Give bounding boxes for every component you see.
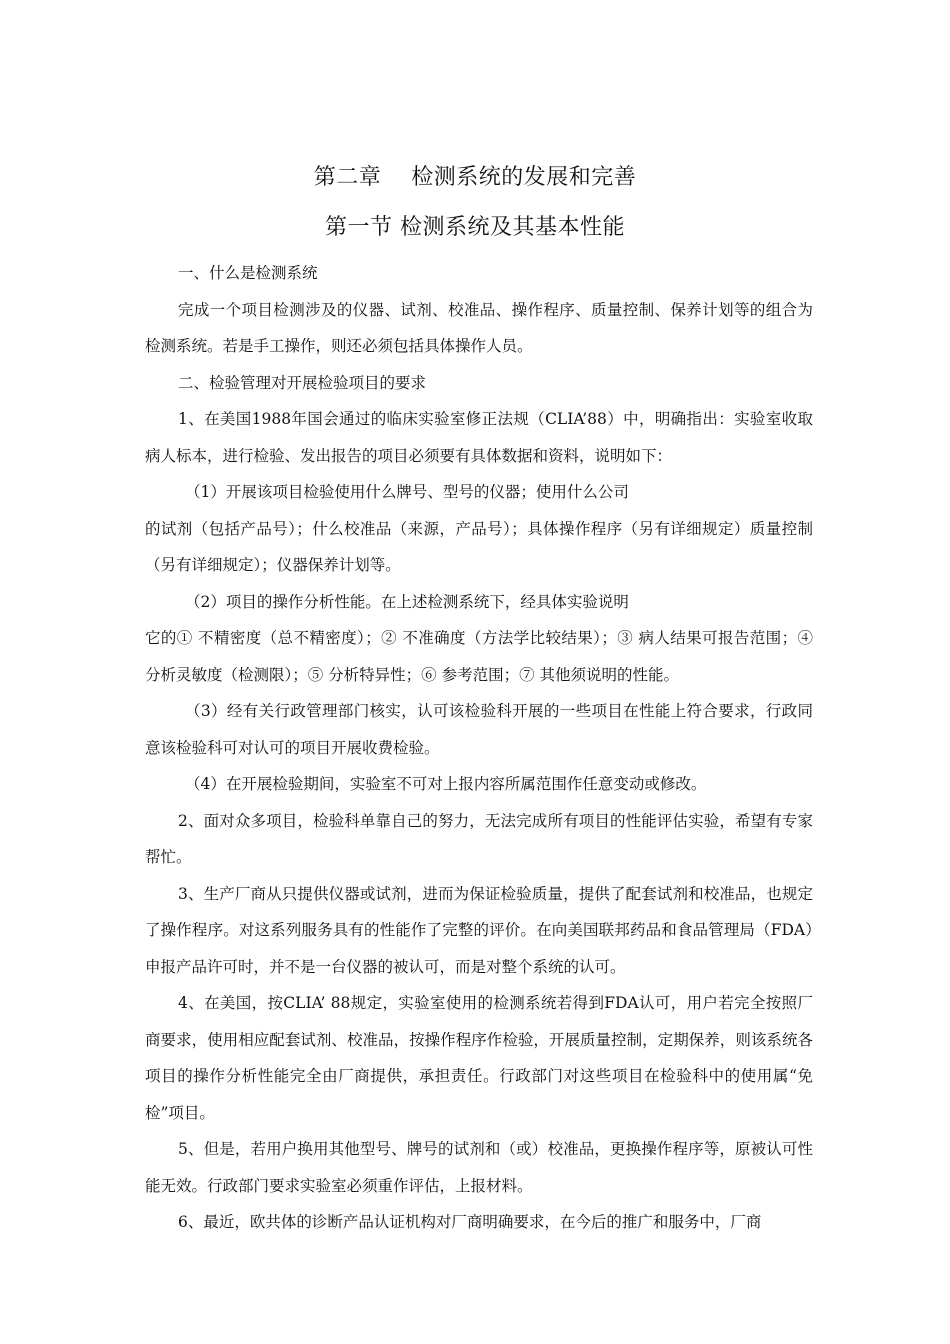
paragraph-clia-requirements: 1、在美国1988年国会通过的临床实验室修正法规（CLIA’88）中，明确指出：实验室收取病人标本，进行检验、发出报告的项目必须要有具体数据和资料，说明如下： [145,410,813,465]
paragraph-item-3: （3）经有关行政管理部门核实，认可该检验科开展的一些项目在性能上符合要求，行政同意该检验科可对认可的项目开展收费检验。 [145,702,813,757]
document-body [145,255,813,1241]
chapter-title: 第二章 检测系统的发展和完善 [313,165,637,190]
paragraph-point-5: 5、但是，若用户换用其他型号、牌号的试剂和（或）校准品，更换操作程序等，原被认可性能无效。行政部门要求实验室必须重作评估，上报材料。 [145,1140,813,1195]
paragraph-item-1-cont: 的试剂（包括产品号）；什么校准品（来源，产品号）；具体操作程序（另有详细规定）质量控制（另有详细规定）；仪器保养计划等。 [145,519,813,574]
paragraph-item-1-start: （1）开展该项目检验使用什么牌号、型号的仪器；使用什么公司 [185,483,629,501]
heading-what-is-system: 一、什么是检测系统 [178,264,318,282]
paragraph-item-2-start: （2）项目的操作分析性能。在上述检测系统下，经具体实验说明 [185,592,629,611]
paragraph-item-4: （4）在开展检验期间，实验室不可对上报内容所属范围作任意变动或修改。 [185,775,707,793]
paragraph-point-6: 6、最近，欧共体的诊断产品认证机构对厂商明确要求，在今后的推广和服务中，厂商 [178,1213,762,1231]
heading-management-requirements: 二、检验管理对开展检验项目的要求 [178,373,427,392]
paragraph-system-definition: 完成一个项目检测涉及的仪器、试剂、校准品、操作程序、质量控制、保养计划等的组合为检测系统。若是手工操作，则还必须包括具体操作人员。 [145,300,813,355]
paragraph-item-2-cont: 它的① 不精密度（总不精密度）；② 不准确度（方法学比较结果）；③ 病人结果可报告范围；④ 分析灵敏度（检测限）；⑤ 分析特异性；⑥ 参考范围；⑦ 其他须说明的性能。 [145,629,813,684]
paragraph-point-3: 3、生产厂商从只提供仪器或试剂，进而为保证检验质量，提供了配套试剂和校准品，也规定了操作程序。对这系列服务具有的性能作了完整的评价。在向美国联邦药品和食品管理局（FDA）申报产品许可时，并不是一台仪器的被认可，而是对整个系统的认可。 [145,884,813,976]
paragraph-point-4: 4、在美国，按CLIA’ 88规定，实验室使用的检测系统若得到FDA认可，用户若完全按照厂商要求，使用相应配套试剂、校准品，按操作程序作检验，开展质量控制，定期保养，则该系统各项目的操作分析性能完全由厂商提供，承担责任。行政部门对这些项目在检验科中的使用属“免检”项目。 [145,994,813,1122]
section-title: 第一节 检测系统及其基本性能 [325,215,625,240]
paragraph-point-2: 2、面对众多项目，检验科单靠自己的努力，无法完成所有项目的性能评估实验，希望有专家帮忙。 [145,811,813,866]
